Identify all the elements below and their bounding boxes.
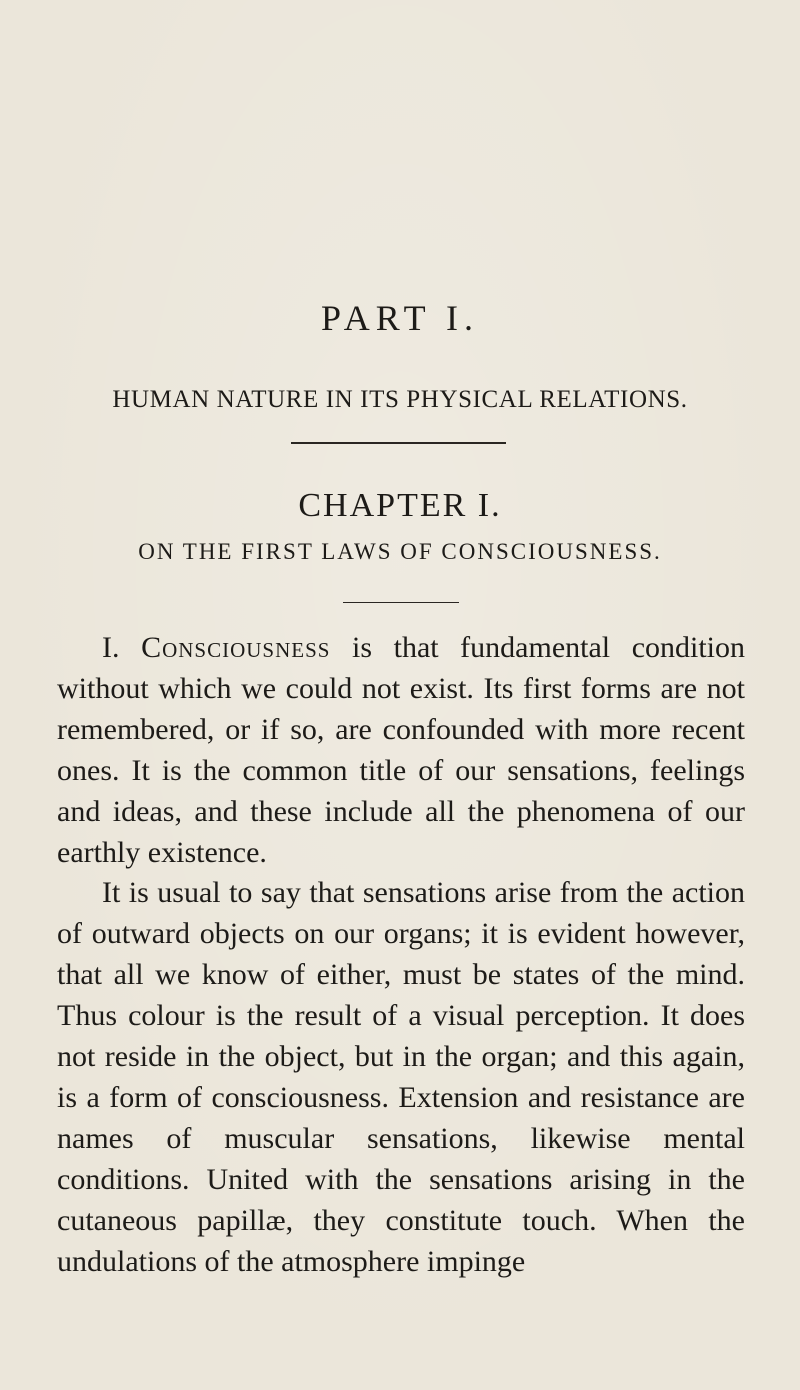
part-title: PART I. (321, 298, 479, 338)
section-divider (291, 442, 506, 444)
paragraph-text: It is usual to say that sensations arise from the action of outward objects on our organs; it is evident however, that all we know of either, must be states of the mind. Thus colour is the result of a visual perception. It does not reside in the object, but in the organ; and this again, is a form of consciousness. Extension and resistance are names of muscular sensations, likewise mental conditions. United with the sensations arising in the cutaneous papillæ, they constitute touch. When the undulations of the atmosphere impinge (57, 876, 745, 1278)
chapter-title: CHAPTER I. (298, 487, 502, 524)
part-subtitle: HUMAN NATURE IN ITS PHYSICAL RELATIONS. (112, 386, 688, 413)
paragraph-number: I. (102, 631, 120, 664)
paragraph-2 (57, 873, 745, 1282)
paragraph-text: is that fundamental condition without which we could not exist. Its first forms are not remembered, or if so, are confounded with more recent ones. It is the common title of our sensations, feelings and ideas, and these include all the phenomena of our earthly existence. (57, 631, 746, 869)
chapter-subtitle: ON THE FIRST LAWS OF CONSCIOUSNESS. (138, 539, 662, 564)
paragraph-1 (57, 628, 745, 873)
chapter-divider (343, 602, 459, 603)
chapter-body (57, 628, 745, 1283)
lead-word: Consciousness (141, 631, 331, 664)
